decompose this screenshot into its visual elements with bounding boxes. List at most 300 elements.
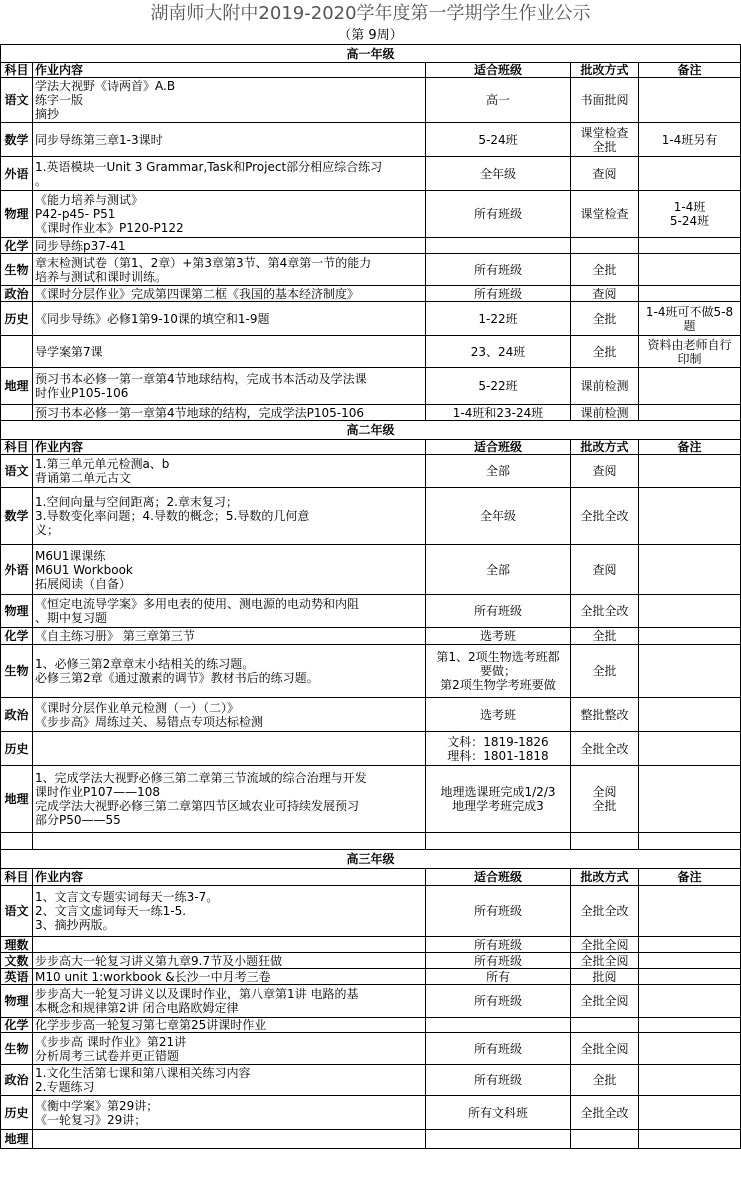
method-cell <box>571 985 639 1018</box>
class-cell <box>426 191 571 238</box>
content-cell-line: 导学案第7课 <box>35 344 103 359</box>
note-cell-line: 题 <box>683 318 696 333</box>
header-note: 备注 <box>639 869 741 886</box>
note-cell <box>639 455 741 488</box>
note-cell <box>639 766 741 833</box>
table-row <box>1 123 741 157</box>
subject-cell: 数学 <box>1 123 33 157</box>
content-cell-line: 。 <box>35 173 48 188</box>
table-row <box>1 1130 741 1149</box>
header-note: 备注 <box>639 63 741 78</box>
method-cell-line: 全批 <box>592 311 617 326</box>
method-cell <box>571 78 639 123</box>
note-cell <box>639 1096 741 1130</box>
class-cell-line: 第1、2项生物选考班都 <box>436 650 560 664</box>
class-cell <box>426 336 571 368</box>
table-row <box>1 238 741 254</box>
method-cell <box>571 886 639 937</box>
class-cell <box>426 254 571 286</box>
method-cell-line: 书面批阅 <box>580 93 629 107</box>
method-cell-line: 课前检测 <box>580 379 629 393</box>
header-content: 作业内容 <box>33 869 426 886</box>
content-cell <box>33 833 426 850</box>
class-cell-line: 第2项生物学考班要做 <box>440 678 556 692</box>
method-cell <box>571 368 639 405</box>
class-cell-line: 地理选课班完成1/2/3 <box>440 785 556 799</box>
content-cell-line: 《恒定电流导学案》多用电表的使用、测电源的电动势和内阻 <box>35 597 360 611</box>
subject-cell: 地理 <box>1 1130 33 1149</box>
content-cell-line: 1.文化生活第七课和第八课相关练习内容 <box>35 1066 251 1080</box>
content-cell-line: 义； <box>35 523 60 537</box>
table-row <box>1 302 741 336</box>
method-cell-line: 查阅 <box>592 464 617 478</box>
table-row <box>1 766 741 833</box>
class-cell <box>426 78 571 123</box>
note-cell <box>639 953 741 969</box>
class-cell-line: 所有班级 <box>473 604 522 618</box>
method-cell-line: 全批 <box>592 1073 617 1087</box>
class-cell <box>426 937 571 953</box>
content-cell <box>33 985 426 1018</box>
method-cell <box>571 645 639 698</box>
table-row <box>1 254 741 286</box>
content-cell-line: 课时作业P107——108 <box>35 785 161 799</box>
method-cell <box>571 488 639 545</box>
note-cell <box>639 698 741 732</box>
subject-cell: 生物 <box>1 645 33 698</box>
content-cell-line: 2.专题练习 <box>35 1080 95 1094</box>
content-cell-line: 章末检测试卷（第1、2章）+第3章第3节、第4章第一节的能力 <box>35 255 372 270</box>
content-cell-line: 同步导练第三章1-3课时 <box>35 132 163 147</box>
content-cell-line: 化学步步高一轮复习第七章第25讲课时作业 <box>35 1018 267 1032</box>
content-cell-line: 预习书本必修一第一章第4节地球的结构，完成学法P105-106 <box>35 405 365 420</box>
class-cell-line: 所有班级 <box>473 1041 522 1056</box>
method-cell-line: 查阅 <box>592 286 617 301</box>
content-cell <box>33 732 426 766</box>
grade-title: 高一年级 <box>1 45 741 63</box>
class-cell <box>426 628 571 645</box>
note-cell-line: 1-4班另有 <box>661 132 718 147</box>
class-cell <box>426 1065 571 1096</box>
class-cell-line: 所有 <box>485 969 510 984</box>
note-cell <box>639 545 741 595</box>
content-cell <box>33 488 426 545</box>
week-label: （第 9周） <box>338 28 403 43</box>
class-cell <box>426 969 571 985</box>
table-row <box>1 1033 741 1065</box>
class-cell <box>426 1033 571 1065</box>
subject-cell: 历史 <box>1 732 33 766</box>
method-cell <box>571 545 639 595</box>
content-cell-line: 摘抄 <box>35 107 60 121</box>
note-cell-line: 1-4班可不做5-8 <box>645 304 734 319</box>
content-cell <box>33 286 426 302</box>
content-cell-line: 分析周考三试卷并更正错题 <box>35 1048 180 1063</box>
class-cell-line: 选考班 <box>479 629 516 643</box>
class-cell <box>426 595 571 628</box>
method-cell-line: 整批整改 <box>580 707 629 722</box>
class-cell <box>426 833 571 850</box>
method-cell <box>571 254 639 286</box>
content-cell <box>33 1130 426 1149</box>
subject-cell: 政治 <box>1 698 33 732</box>
grade-title: 高三年级 <box>1 850 741 869</box>
class-cell-line: 全部 <box>485 562 510 577</box>
method-cell-line: 全批全阅 <box>580 937 629 952</box>
class-cell-line: 所有班级 <box>473 262 522 277</box>
method-cell-line: 全批 <box>592 344 617 359</box>
method-cell-line: 全批全阅 <box>580 1041 629 1056</box>
subject-cell: 物理 <box>1 985 33 1018</box>
content-cell <box>33 405 426 421</box>
method-cell-line: 课堂检查 <box>580 207 629 221</box>
note-cell <box>639 1018 741 1033</box>
method-cell-line: 全批 <box>592 262 617 277</box>
class-cell-line: 所有文科班 <box>467 1105 528 1120</box>
content-cell-line: 《衡中学案》第29讲； <box>35 1098 159 1113</box>
table-row <box>1 157 741 191</box>
table-row <box>1 969 741 985</box>
class-cell <box>426 1018 571 1033</box>
content-cell-line: 1、完成学法大视野必修三第二章第三节流域的综合治理与开发 <box>35 771 367 785</box>
class-cell <box>426 766 571 833</box>
method-cell <box>571 1130 639 1149</box>
header-note: 备注 <box>639 440 741 455</box>
content-cell-line: 2、文言文虚词每天一练1-5. <box>35 904 187 918</box>
note-cell <box>639 1130 741 1149</box>
class-cell <box>426 985 571 1018</box>
content-cell <box>33 455 426 488</box>
content-cell-line: 《课时分层作业》完成第四课第二框《我国的基本经济制度》 <box>35 286 360 301</box>
method-cell <box>571 1065 639 1096</box>
class-cell <box>426 455 571 488</box>
content-cell-line: 《自主练习册》 第三章第三节 <box>35 629 195 643</box>
note-cell <box>639 1065 741 1096</box>
method-cell <box>571 732 639 766</box>
header-content: 作业内容 <box>33 440 426 455</box>
content-cell-line: 《课时作业本》P120-P122 <box>35 221 184 235</box>
content-cell-line: 拓展阅读（自备） <box>35 576 132 591</box>
class-cell-line: 全年级 <box>479 166 516 181</box>
class-cell <box>426 645 571 698</box>
content-cell-line: 步步高大一轮复习讲义第九章9.7节及小题狂做 <box>35 953 283 968</box>
subject-cell: 地理 <box>1 368 33 405</box>
table-row <box>1 937 741 953</box>
method-cell-line: 课前检测 <box>580 405 629 420</box>
note-cell <box>639 302 741 336</box>
class-cell <box>426 123 571 157</box>
header-subject: 科目 <box>1 869 33 886</box>
class-cell-line: 1-22班 <box>478 311 518 326</box>
content-cell-line: 《课时分层作业单元检测（一）（二）》 <box>35 700 240 715</box>
note-cell <box>639 985 741 1018</box>
content-cell-line: 《能力培养与测试》 <box>35 193 144 207</box>
note-cell <box>639 405 741 421</box>
subject-cell <box>1 336 33 368</box>
content-cell-line: 预习书本必修一第一章第4节地球结构，完成书本活动及学法课 <box>35 372 367 386</box>
subject-cell <box>1 405 33 421</box>
content-cell-line: 背诵第二单元古文 <box>35 471 132 485</box>
content-cell-line: 学法大视野《诗两首》A.B <box>35 79 176 93</box>
table-row <box>1 1018 741 1033</box>
class-cell <box>426 368 571 405</box>
content-cell-line: 本概念和规律第2讲 闭合电路欧姆定律 <box>35 1001 239 1015</box>
class-cell-line: 全年级 <box>479 509 516 523</box>
note-cell <box>639 336 741 368</box>
note-cell <box>639 937 741 953</box>
method-cell-line: 全批全改 <box>580 741 629 756</box>
content-cell-line: 部分P50——55 <box>35 813 121 827</box>
subject-cell: 数学 <box>1 488 33 545</box>
table-row <box>1 368 741 405</box>
method-cell <box>571 628 639 645</box>
method-cell <box>571 336 639 368</box>
table-row <box>1 953 741 969</box>
class-cell <box>426 302 571 336</box>
content-cell-line: 1、必修三第2章章末小结相关的练习题。 <box>35 657 255 671</box>
content-cell-line: 3.导数变化率问题；4.导数的概念；5.导数的几何意 <box>35 509 310 523</box>
table-row <box>1 455 741 488</box>
class-cell-line: 所有班级 <box>473 937 522 952</box>
content-cell <box>33 645 426 698</box>
method-cell <box>571 833 639 850</box>
method-cell-line: 全批全阅 <box>580 994 629 1008</box>
method-cell-line: 全批 <box>592 664 617 678</box>
method-cell-line: 全批全改 <box>580 1105 629 1120</box>
table-row <box>1 698 741 732</box>
table-row <box>1 1065 741 1096</box>
subject-cell: 政治 <box>1 1065 33 1096</box>
content-cell-line: 完成学法大视野必修三第二章第四节区域农业可持续发展预习 <box>35 799 360 813</box>
class-cell <box>426 953 571 969</box>
method-cell-line: 批阅 <box>592 969 617 984</box>
class-cell <box>426 545 571 595</box>
subject-cell: 理数 <box>1 937 33 953</box>
note-cell <box>639 595 741 628</box>
note-cell <box>639 157 741 191</box>
content-cell <box>33 238 426 254</box>
note-cell <box>639 254 741 286</box>
class-cell-line: 文科：1819-1826 <box>447 734 549 749</box>
subject-cell: 化学 <box>1 238 33 254</box>
content-cell <box>33 336 426 368</box>
table-row <box>1 286 741 302</box>
method-cell <box>571 123 639 157</box>
content-cell <box>33 698 426 732</box>
homework-table <box>0 44 741 1149</box>
content-cell <box>33 78 426 123</box>
method-cell <box>571 595 639 628</box>
class-cell-line: 所有班级 <box>473 904 522 918</box>
note-cell <box>639 123 741 157</box>
method-cell-line: 全批全改 <box>580 604 629 618</box>
header-class: 适合班级 <box>426 869 571 886</box>
class-cell-line: 所有班级 <box>473 286 522 301</box>
class-cell-line: 选考班 <box>479 707 516 722</box>
content-cell-line: P42-p45- P51 <box>35 207 116 221</box>
note-cell <box>639 368 741 405</box>
class-cell-line: 23、24班 <box>470 344 526 359</box>
method-cell <box>571 405 639 421</box>
method-cell <box>571 969 639 985</box>
table-row <box>1 886 741 937</box>
class-cell-line: 所有班级 <box>473 207 522 221</box>
content-cell-line: M6U1 Workbook <box>35 562 133 577</box>
table-row <box>1 985 741 1018</box>
class-cell-line: 地理学考班完成3 <box>452 799 544 813</box>
subject-cell: 外语 <box>1 545 33 595</box>
note-cell <box>639 1033 741 1065</box>
table-row <box>1 595 741 628</box>
note-cell-line: 1-4班 <box>673 200 706 214</box>
class-cell-line: 所有班级 <box>473 1073 522 1087</box>
header-method: 批改方式 <box>571 869 639 886</box>
note-cell-line: 印制 <box>677 351 702 366</box>
header-subject: 科目 <box>1 440 33 455</box>
content-cell <box>33 302 426 336</box>
content-cell-line: 《步步高》周练过关、易错点专项达标检测 <box>35 714 264 729</box>
class-cell-line: 5-22班 <box>478 379 518 393</box>
page-title: 湖南师大附中2019-2020学年度第一学期学生作业公示 <box>150 3 591 24</box>
content-cell-line: 时作业P105-106 <box>35 386 129 400</box>
content-cell-line: M10 unit 1:workbook &长沙一中月考三卷 <box>35 969 271 984</box>
method-cell <box>571 238 639 254</box>
header-method: 批改方式 <box>571 63 639 78</box>
content-cell-line: 培养与测试和课时训练。 <box>35 269 168 284</box>
table-row <box>1 833 741 850</box>
subject-cell: 历史 <box>1 1096 33 1130</box>
subject-cell: 化学 <box>1 1018 33 1033</box>
subject-cell: 地理 <box>1 766 33 833</box>
header-class: 适合班级 <box>426 440 571 455</box>
table-row <box>1 405 741 421</box>
class-cell-line: 高一 <box>485 93 510 107</box>
table-row <box>1 645 741 698</box>
method-cell <box>571 191 639 238</box>
class-cell-line: 所有班级 <box>473 953 522 968</box>
class-cell <box>426 488 571 545</box>
note-cell <box>639 732 741 766</box>
class-cell <box>426 1130 571 1149</box>
note-cell <box>639 628 741 645</box>
subject-cell: 政治 <box>1 286 33 302</box>
note-cell <box>639 969 741 985</box>
method-cell <box>571 1096 639 1130</box>
method-cell-line: 查阅 <box>592 562 617 577</box>
method-cell-line: 全阅 <box>592 785 617 799</box>
method-cell-line: 全批 <box>592 799 617 813</box>
content-cell-line: 《步步高 课时作业》第21讲 <box>35 1034 187 1049</box>
class-cell-line: 所有班级 <box>473 994 522 1008</box>
subject-cell: 语文 <box>1 886 33 937</box>
note-cell <box>639 833 741 850</box>
class-cell-line: 全部 <box>485 464 510 478</box>
content-cell <box>33 254 426 286</box>
content-cell <box>33 969 426 985</box>
method-cell-line: 全批全改 <box>580 904 629 918</box>
content-cell <box>33 1018 426 1033</box>
content-cell-line: 《一轮复习》29讲； <box>35 1112 147 1127</box>
class-cell-line: 要做； <box>479 664 516 678</box>
content-cell-line: 同步导练p37-41 <box>35 238 126 253</box>
content-cell <box>33 766 426 833</box>
content-cell-line: 、期中复习题 <box>35 611 108 625</box>
method-cell-line: 查阅 <box>592 166 617 181</box>
method-cell <box>571 157 639 191</box>
method-cell-line: 全批 <box>592 139 617 154</box>
table-row <box>1 488 741 545</box>
method-cell-line: 全批 <box>592 629 617 643</box>
subject-cell: 语文 <box>1 78 33 123</box>
method-cell <box>571 1018 639 1033</box>
method-cell <box>571 937 639 953</box>
method-cell <box>571 766 639 833</box>
method-cell <box>571 953 639 969</box>
note-cell <box>639 286 741 302</box>
content-cell <box>33 953 426 969</box>
header-subject: 科目 <box>1 63 33 78</box>
content-cell-line: 《同步导练》必修1第9-10课的填空和1-9题 <box>35 311 270 326</box>
content-cell <box>33 595 426 628</box>
content-cell <box>33 157 426 191</box>
note-cell-line: 资料由老师自行 <box>647 337 732 352</box>
note-cell <box>639 645 741 698</box>
content-cell <box>33 368 426 405</box>
class-cell <box>426 157 571 191</box>
method-cell-line: 全批全改 <box>580 509 629 523</box>
content-cell-line: 必修三第2章《通过激素的调节》教材书后的练习题。 <box>35 671 319 685</box>
content-cell-line: 1、文言文专题实词每天一练3-7。 <box>35 890 219 904</box>
content-cell-line: 1.英语模块一Unit 3 Grammar,Task和Project部分相应综合练习 <box>35 159 383 174</box>
content-cell <box>33 886 426 937</box>
content-cell-line: 步步高大一轮复习讲义以及课时作业，第八章第1讲 电路的基 <box>35 987 359 1001</box>
note-cell <box>639 78 741 123</box>
class-cell-line: 1-4班和23-24班 <box>452 405 544 420</box>
class-cell-line: 理科：1801-1818 <box>447 748 549 763</box>
subject-cell: 生物 <box>1 254 33 286</box>
class-cell-line: 5-24班 <box>478 132 518 147</box>
table-row <box>1 191 741 238</box>
header-content: 作业内容 <box>33 63 426 78</box>
header-method: 批改方式 <box>571 440 639 455</box>
table-row <box>1 336 741 368</box>
class-cell <box>426 886 571 937</box>
content-cell-line: 1.空间向量与空间距离；2.章末复习； <box>35 495 238 509</box>
subject-cell: 化学 <box>1 628 33 645</box>
content-cell <box>33 1096 426 1130</box>
content-cell <box>33 191 426 238</box>
content-cell-line: 3、摘抄两版。 <box>35 918 115 932</box>
note-cell <box>639 238 741 254</box>
content-cell <box>33 1033 426 1065</box>
method-cell <box>571 455 639 488</box>
class-cell <box>426 405 571 421</box>
note-cell <box>639 488 741 545</box>
content-cell-line: M6U1课课练 <box>35 548 106 563</box>
class-cell <box>426 1096 571 1130</box>
subject-cell: 英语 <box>1 969 33 985</box>
content-cell-line: 练字一版 <box>35 93 84 107</box>
table-row <box>1 628 741 645</box>
note-cell <box>639 886 741 937</box>
method-cell <box>571 1033 639 1065</box>
content-cell <box>33 123 426 157</box>
table-row <box>1 545 741 595</box>
table-row <box>1 78 741 123</box>
method-cell <box>571 698 639 732</box>
subject-cell <box>1 833 33 850</box>
class-cell <box>426 238 571 254</box>
